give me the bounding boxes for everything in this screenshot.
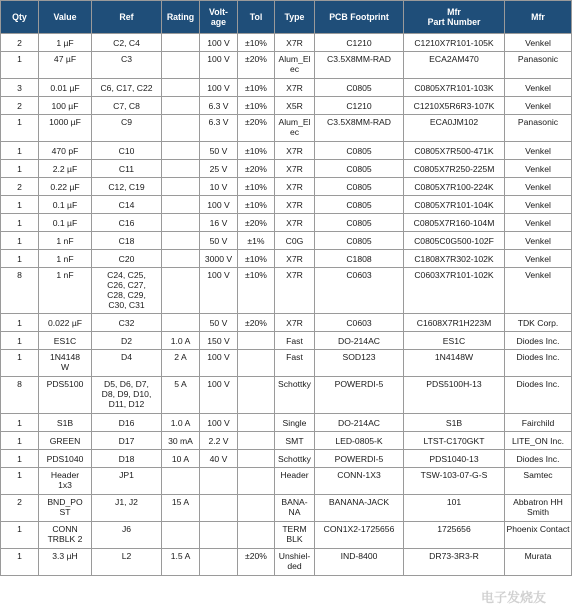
cell-ref: C2, C4 [92,34,162,52]
cell-rating [162,468,200,495]
cell-ref: D2 [92,332,162,350]
table-row [1,468,572,495]
cell-footprint: C0805 [315,214,404,232]
cell-ref: C14 [92,196,162,214]
cell-type: Single [275,414,315,432]
cell-rating [162,214,200,232]
cell-tol [238,495,275,522]
cell-voltage: 100 V [200,377,238,414]
cell-mfr-part-number: C0805X7R500-471K [404,142,505,160]
cell-tol: ±10% [238,142,275,160]
cell-mfr: Samtec [505,468,572,495]
cell-voltage [200,495,238,522]
cell-voltage: 16 V [200,214,238,232]
cell-mfr: TDK Corp. [505,314,572,332]
header-ref: Ref [92,1,162,34]
cell-footprint: C0603 [315,314,404,332]
table-row [1,214,572,232]
cell-qty: 1 [1,214,39,232]
cell-qty: 3 [1,79,39,97]
table-row [1,178,572,196]
cell-rating [162,314,200,332]
cell-mfr-part-number: 1N4148W [404,350,505,377]
cell-value: 3.3 µH [39,549,92,576]
cell-ref: C18 [92,232,162,250]
cell-type: Alum_El ec [275,52,315,79]
cell-footprint: SOD123 [315,350,404,377]
cell-ref: C11 [92,160,162,178]
header-mfr: Mfr [505,1,572,34]
cell-type: X7R [275,250,315,268]
cell-mfr: Venkel [505,250,572,268]
table-row [1,196,572,214]
cell-qty: 1 [1,142,39,160]
cell-rating: 10 A [162,450,200,468]
cell-value: 1 µF [39,34,92,52]
cell-mfr: Venkel [505,79,572,97]
cell-mfr-part-number: TSW-103-07-G-S [404,468,505,495]
cell-value: 2.2 µF [39,160,92,178]
cell-value: 0.22 µF [39,178,92,196]
cell-footprint: C0603 [315,268,404,314]
cell-rating [162,52,200,79]
cell-footprint: C1210 [315,97,404,115]
cell-voltage: 100 V [200,350,238,377]
cell-footprint: C1808 [315,250,404,268]
cell-value: 1 nF [39,232,92,250]
cell-tol: ±20% [238,115,275,142]
cell-mfr: Venkel [505,232,572,250]
cell-footprint: DO-214AC [315,414,404,432]
cell-footprint: DO-214AC [315,332,404,350]
cell-voltage: 3000 V [200,250,238,268]
cell-ref: D17 [92,432,162,450]
cell-value: ES1C [39,332,92,350]
cell-tol [238,450,275,468]
cell-mfr-part-number: LTST-C170GKT [404,432,505,450]
cell-qty: 1 [1,468,39,495]
cell-type: BANA- NA [275,495,315,522]
cell-qty: 1 [1,350,39,377]
cell-mfr-part-number: C0805X7R101-103K [404,79,505,97]
cell-type: Schottky [275,377,315,414]
cell-ref: C24, C25, C26, C27, C28, C29, C30, C31 [92,268,162,314]
cell-mfr-part-number: C0805C0G500-102F [404,232,505,250]
cell-type: Fast [275,350,315,377]
cell-mfr: Venkel [505,196,572,214]
cell-mfr: Venkel [505,142,572,160]
cell-qty: 1 [1,115,39,142]
cell-tol [238,332,275,350]
cell-qty: 1 [1,160,39,178]
cell-tol: ±20% [238,160,275,178]
cell-type: X7R [275,196,315,214]
cell-qty: 1 [1,450,39,468]
cell-footprint: C3.5X8MM-RAD [315,115,404,142]
cell-mfr-part-number: PDS5100H-13 [404,377,505,414]
cell-ref: C6, C17, C22 [92,79,162,97]
table-row [1,450,572,468]
cell-rating [162,115,200,142]
cell-value: CONN TRBLK 2 [39,522,92,549]
cell-qty: 1 [1,232,39,250]
cell-type: Header [275,468,315,495]
cell-footprint: POWERDI-5 [315,377,404,414]
cell-value: 0.022 µF [39,314,92,332]
cell-ref: C3 [92,52,162,79]
cell-mfr-part-number: 1725656 [404,522,505,549]
cell-rating [162,196,200,214]
cell-footprint: C0805 [315,142,404,160]
cell-mfr: Venkel [505,268,572,314]
cell-ref: L2 [92,549,162,576]
table-row [1,549,572,576]
cell-type: X7R [275,214,315,232]
cell-ref: D5, D6, D7, D8, D9, D10, D11, D12 [92,377,162,414]
cell-value: 0.1 µF [39,196,92,214]
cell-voltage: 10 V [200,178,238,196]
cell-mfr: Phoenix Contact [505,522,572,549]
cell-mfr: Venkel [505,34,572,52]
cell-mfr: LITE_ON Inc. [505,432,572,450]
cell-mfr-part-number: C0805X7R250-225M [404,160,505,178]
cell-qty: 1 [1,432,39,450]
cell-rating: 5 A [162,377,200,414]
cell-ref: C9 [92,115,162,142]
cell-ref: D16 [92,414,162,432]
cell-rating [162,142,200,160]
cell-mfr-part-number: ECA2AM470 [404,52,505,79]
cell-voltage: 100 V [200,52,238,79]
table-row [1,377,572,414]
cell-mfr: Venkel [505,214,572,232]
table-row [1,495,572,522]
table-row [1,250,572,268]
cell-voltage: 6.3 V [200,115,238,142]
header-qty: Qty [1,1,39,34]
cell-voltage: 25 V [200,160,238,178]
cell-tol [238,522,275,549]
cell-mfr-part-number: DR73-3R3-R [404,549,505,576]
cell-qty: 1 [1,52,39,79]
cell-tol: ±20% [238,214,275,232]
cell-footprint: C0805 [315,232,404,250]
cell-qty: 1 [1,332,39,350]
table-row [1,314,572,332]
cell-value: 0.1 µF [39,214,92,232]
cell-tol: ±10% [238,178,275,196]
cell-rating: 15 A [162,495,200,522]
cell-mfr-part-number: C0805X7R160-104M [404,214,505,232]
cell-mfr: Venkel [505,160,572,178]
cell-voltage: 2.2 V [200,432,238,450]
cell-type: Alum_El ec [275,115,315,142]
cell-value: GREEN [39,432,92,450]
cell-type: SMT [275,432,315,450]
cell-ref: D4 [92,350,162,377]
cell-mfr: Fairchild [505,414,572,432]
cell-ref: J1, J2 [92,495,162,522]
table-header-row [1,1,572,34]
cell-value: 0.01 µF [39,79,92,97]
cell-value: BND_PO ST [39,495,92,522]
cell-tol: ±20% [238,314,275,332]
header-voltage: Volt- age [200,1,238,34]
cell-voltage: 150 V [200,332,238,350]
cell-type: X7R [275,178,315,196]
cell-mfr-part-number: C1808X7R302-102K [404,250,505,268]
header-type: Type [275,1,315,34]
cell-rating [162,97,200,115]
cell-ref: J6 [92,522,162,549]
cell-type: X7R [275,34,315,52]
cell-tol: ±20% [238,549,275,576]
cell-footprint: LED-0805-K [315,432,404,450]
cell-ref: C16 [92,214,162,232]
cell-type: Schottky [275,450,315,468]
cell-footprint: C3.5X8MM-RAD [315,52,404,79]
cell-tol: ±10% [238,79,275,97]
cell-ref: C32 [92,314,162,332]
cell-voltage: 50 V [200,142,238,160]
table-row [1,79,572,97]
cell-value: 1 nF [39,250,92,268]
cell-type: X7R [275,142,315,160]
table-row [1,142,572,160]
cell-ref: D18 [92,450,162,468]
header-rating: Rating [162,1,200,34]
cell-tol: ±10% [238,268,275,314]
cell-rating [162,79,200,97]
cell-qty: 1 [1,250,39,268]
cell-tol: ±1% [238,232,275,250]
cell-value: Header 1x3 [39,468,92,495]
cell-voltage: 100 V [200,414,238,432]
cell-mfr-part-number: C0805X7R101-104K [404,196,505,214]
cell-footprint: POWERDI-5 [315,450,404,468]
cell-mfr: Abbatron HH Smith [505,495,572,522]
cell-qty: 2 [1,34,39,52]
cell-qty: 8 [1,377,39,414]
cell-voltage: 100 V [200,196,238,214]
cell-rating [162,522,200,549]
table-row [1,332,572,350]
cell-voltage: 6.3 V [200,97,238,115]
table-row [1,414,572,432]
cell-rating: 30 mA [162,432,200,450]
header-value: Value [39,1,92,34]
table-row [1,268,572,314]
cell-value: 470 pF [39,142,92,160]
cell-tol: ±10% [238,97,275,115]
cell-rating [162,178,200,196]
cell-qty: 1 [1,522,39,549]
cell-mfr: Panasonic [505,115,572,142]
cell-footprint: BANANA-JACK [315,495,404,522]
cell-voltage [200,468,238,495]
cell-tol: ±20% [238,52,275,79]
table-row [1,432,572,450]
cell-rating: 1.0 A [162,414,200,432]
cell-rating: 2 A [162,350,200,377]
cell-qty: 2 [1,97,39,115]
cell-voltage: 100 V [200,268,238,314]
cell-mfr-part-number: ECA0JM102 [404,115,505,142]
cell-qty: 1 [1,549,39,576]
cell-ref: JP1 [92,468,162,495]
cell-voltage: 40 V [200,450,238,468]
table-body [1,34,572,576]
cell-value: 1000 µF [39,115,92,142]
cell-rating [162,268,200,314]
cell-voltage [200,549,238,576]
cell-tol: ±10% [238,250,275,268]
cell-rating [162,160,200,178]
cell-type: TERM BLK [275,522,315,549]
cell-mfr-part-number: S1B [404,414,505,432]
table-row [1,34,572,52]
cell-voltage: 50 V [200,314,238,332]
cell-mfr-part-number: C1608X7R1H223M [404,314,505,332]
cell-mfr: Diodes Inc. [505,377,572,414]
table-row [1,350,572,377]
cell-rating [162,250,200,268]
cell-value: PDS1040 [39,450,92,468]
cell-mfr: Diodes Inc. [505,350,572,377]
cell-mfr-part-number: C1210X5R6R3-107K [404,97,505,115]
watermark: 电子发烧友 [480,591,546,606]
cell-tol [238,377,275,414]
cell-ref: C7, C8 [92,97,162,115]
cell-footprint: CONN-1X3 [315,468,404,495]
cell-footprint: C0805 [315,160,404,178]
cell-type: X7R [275,314,315,332]
cell-type: X7R [275,79,315,97]
cell-ref: C12, C19 [92,178,162,196]
cell-mfr-part-number: C0603X7R101-102K [404,268,505,314]
cell-type: Unshiel- ded [275,549,315,576]
cell-type: X7R [275,160,315,178]
cell-qty: 2 [1,495,39,522]
cell-voltage: 100 V [200,79,238,97]
header-tol: Tol [238,1,275,34]
cell-ref: C20 [92,250,162,268]
cell-voltage [200,522,238,549]
cell-rating [162,34,200,52]
cell-value: PDS5100 [39,377,92,414]
cell-rating: 1.0 A [162,332,200,350]
cell-mfr: Murata [505,549,572,576]
table-row [1,52,572,79]
cell-tol: ±10% [238,196,275,214]
cell-tol [238,468,275,495]
table-row [1,522,572,549]
cell-qty: 8 [1,268,39,314]
cell-qty: 1 [1,414,39,432]
cell-qty: 1 [1,196,39,214]
cell-value: 47 µF [39,52,92,79]
cell-type: X7R [275,268,315,314]
header-mfr-part-number: Mfr Part Number [404,1,505,34]
cell-value: 1 nF [39,268,92,314]
cell-qty: 2 [1,178,39,196]
table-row [1,232,572,250]
table-row [1,97,572,115]
cell-tol [238,414,275,432]
cell-mfr: Diodes Inc. [505,332,572,350]
cell-footprint: CON1X2-1725656 [315,522,404,549]
cell-mfr: Diodes Inc. [505,450,572,468]
cell-mfr-part-number: 101 [404,495,505,522]
table-row [1,160,572,178]
cell-mfr-part-number: PDS1040-13 [404,450,505,468]
cell-rating: 1.5 A [162,549,200,576]
cell-footprint: C0805 [315,178,404,196]
cell-mfr-part-number: C1210X7R101-105K [404,34,505,52]
cell-mfr-part-number: C0805X7R100-224K [404,178,505,196]
cell-type: X5R [275,97,315,115]
cell-value: 100 µF [39,97,92,115]
cell-mfr-part-number: ES1C [404,332,505,350]
cell-tol [238,432,275,450]
cell-mfr: Venkel [505,97,572,115]
table-row [1,115,572,142]
header-footprint: PCB Footprint [315,1,404,34]
cell-footprint: IND-8400 [315,549,404,576]
cell-footprint: C1210 [315,34,404,52]
cell-type: Fast [275,332,315,350]
cell-value: 1N4148 W [39,350,92,377]
cell-tol: ±10% [238,34,275,52]
cell-tol [238,350,275,377]
cell-rating [162,232,200,250]
cell-mfr: Venkel [505,178,572,196]
cell-qty: 1 [1,314,39,332]
cell-ref: C10 [92,142,162,160]
cell-footprint: C0805 [315,79,404,97]
cell-mfr: Panasonic [505,52,572,79]
cell-type: C0G [275,232,315,250]
cell-value: S1B [39,414,92,432]
cell-footprint: C0805 [315,196,404,214]
cell-voltage: 100 V [200,34,238,52]
cell-voltage: 50 V [200,232,238,250]
